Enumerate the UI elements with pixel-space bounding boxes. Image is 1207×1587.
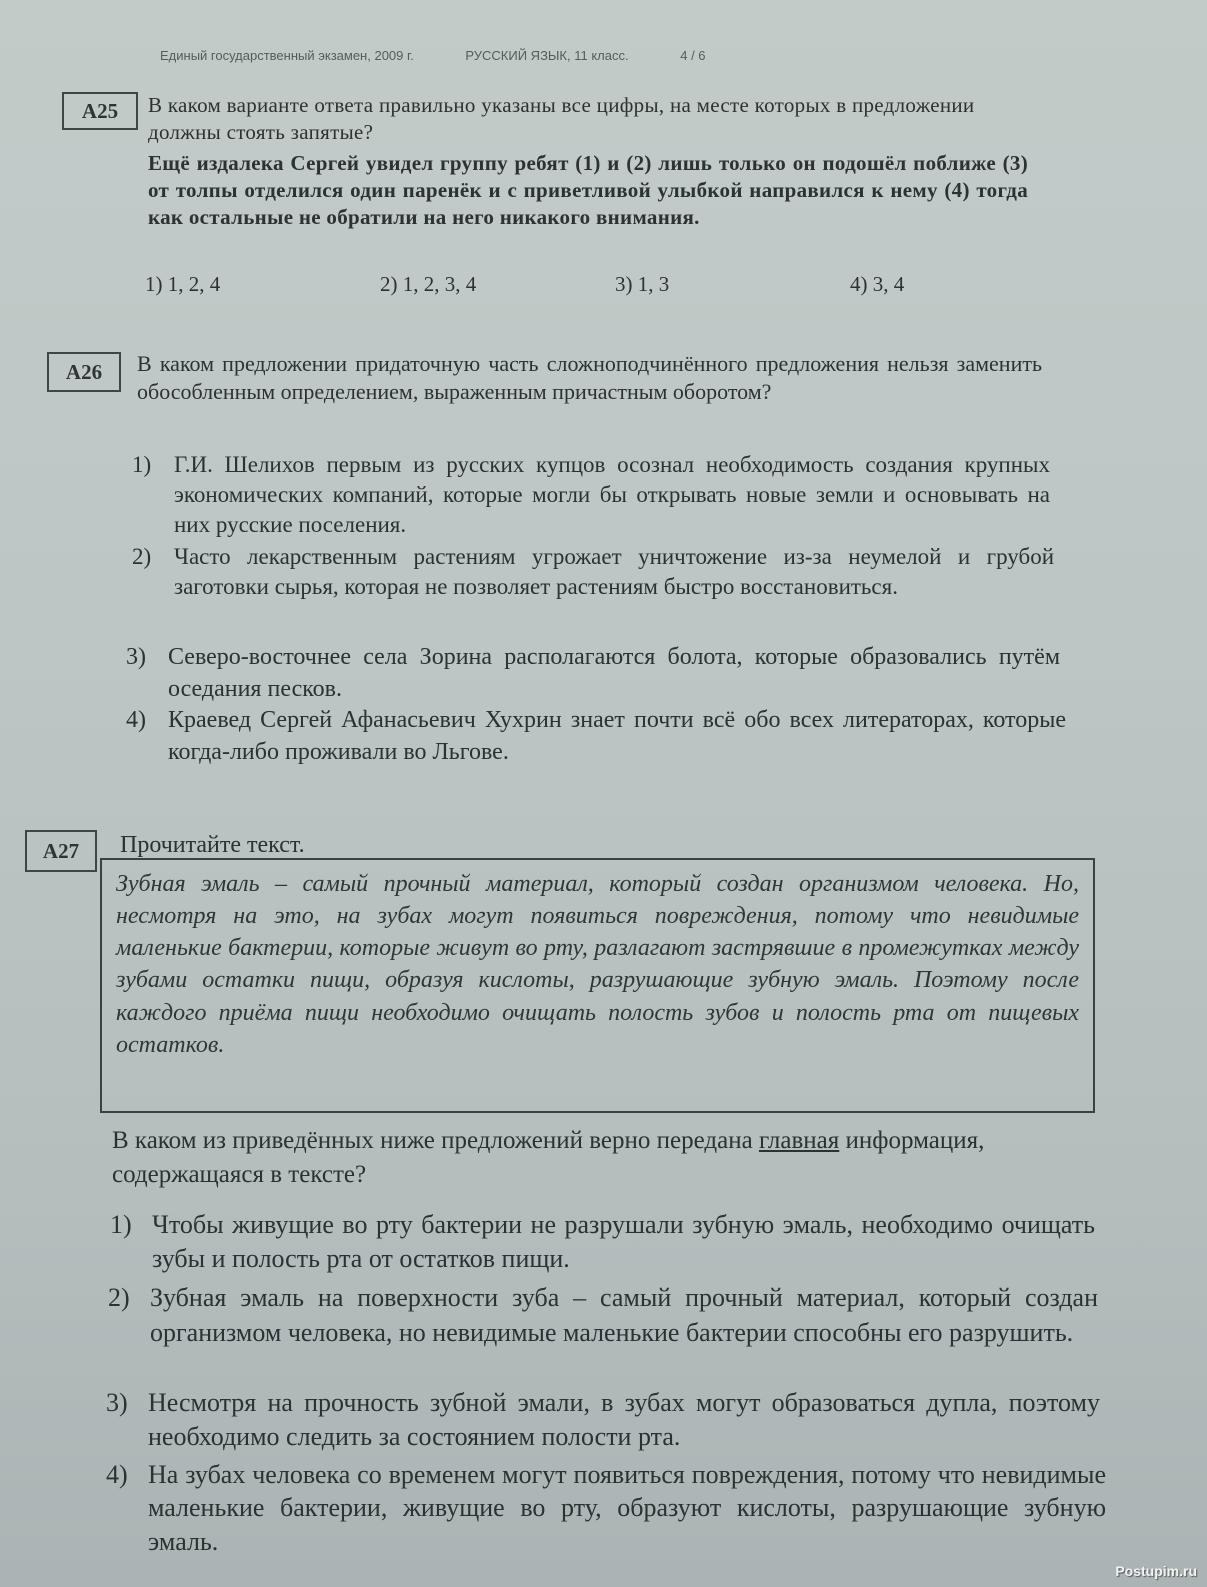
task-number-a25: A25 — [62, 92, 138, 130]
a25-answers — [145, 272, 1085, 297]
a25-answer-2: 2) 1, 2, 3, 4 — [380, 272, 477, 296]
a25-question — [148, 92, 1028, 230]
subject-title: РУССКИЙ ЯЗЫК, 11 класс. — [465, 48, 629, 63]
a25-question-text: В каком варианте ответа правильно указаны все цифры, на месте которых в предложении должны стоять запятые? — [148, 93, 975, 144]
a27-option-3-text: Несмотря на прочность зубной эмали, в зубах могут образоваться дупла, поэтому необходимо следить за состоянием полости рта. — [148, 1388, 1100, 1451]
a27-question-underlined: главная — [758, 1127, 840, 1154]
a25-answer-4: 4) 3, 4 — [850, 272, 905, 296]
a27-option-2-text: Зубная эмаль на поверхности зуба – самый прочный материал, который создан организмом человека, но невидимые маленькие бактерии способны его разрушить. — [150, 1283, 1098, 1348]
a27-option-4 — [106, 1458, 1106, 1558]
a27-option-3-number: 3) — [106, 1388, 128, 1417]
a27-option-4-text: На зубах человека со временем могут появиться повреждения, потому что невидимые маленькие бактерии, живущие во рту, образуют кислоты, разрушающие зубную эмаль. — [148, 1460, 1106, 1556]
a26-option-2 — [132, 542, 1054, 602]
a26-question: В каком предложении придаточную часть сложноподчинённого предложения нельзя заменить обособленным определением, выраженным причастным оборотом? — [137, 351, 1042, 405]
a26-option-4-number: 4) — [126, 707, 146, 733]
site-watermark: Postupim.ru — [1115, 1563, 1197, 1579]
task-number-a27: A27 — [25, 830, 97, 872]
task-number-a26: A26 — [47, 352, 121, 392]
a27-question-end: информация, содержащаяся в тексте? — [112, 1127, 985, 1188]
a26-option-3-text: Северо-восточнее села Зорина располагаются болота, которые образовались путём оседания песков. — [168, 644, 1060, 702]
a26-option-1-text: Г.И. Шелихов первым из русских купцов осознал необходимость создания крупных экономических компаний, которые могли бы открывать новые земли и основывать на них русские поселения. — [174, 452, 1050, 537]
a26-option-1-number: 1) — [132, 452, 152, 477]
a25-answer-3: 3) 1, 3 — [615, 272, 670, 296]
a26-option-2-text: Часто лекарственным растениям угрожает уничтожение из-за неумелой и грубой заготовки сырья, которая не позволяет растениям быстро восстановиться. — [174, 544, 1054, 599]
a25-sentence: Ещё издалека Сергей увидел группу ребят (1) и (2) лишь только он подошёл поближе (3) от толпы отделился один паренёк и с приветливой улыбкой направился к нему (4) тогда как остальные не обратили на него никакого внимания. — [148, 150, 1028, 229]
a25-answer-1: 1) 1, 2, 4 — [145, 272, 221, 296]
a27-intro: Прочитайте текст. — [120, 832, 305, 858]
a26-option-3 — [126, 642, 1060, 705]
a27-question — [112, 1124, 1090, 1192]
a26-option-4-text: Краевед Сергей Афанасьевич Хухрин знает почти всё обо всех литераторах, которые когда-либо проживали во Льгове. — [168, 707, 1066, 765]
page-number: 4 / 6 — [680, 48, 706, 63]
a27-option-3 — [106, 1386, 1100, 1454]
a26-option-1 — [132, 450, 1050, 540]
page-header — [160, 48, 754, 63]
a27-option-1-text: Чтобы живущие во рту бактерии не разрушали зубную эмаль, необходимо очищать зубы и полость рта от остатков пищи. — [152, 1210, 1095, 1274]
a27-option-4-number: 4) — [106, 1460, 128, 1489]
a26-option-4 — [126, 705, 1066, 768]
exam-title: Единый государственный экзамен, 2009 г. — [160, 48, 414, 63]
a27-option-2-number: 2) — [108, 1283, 130, 1312]
a26-option-2-number: 2) — [132, 544, 152, 569]
a27-option-1 — [110, 1208, 1095, 1277]
a27-option-2 — [108, 1280, 1098, 1350]
a27-reading-text: Зубная эмаль – самый прочный материал, который создан организмом человека. Но, несмотря на это, на зубах могут появиться повреждения, потому что невидимые маленькие бактерии, которые живут во рту, разлагают застрявшие в промежутках между зубами остатки пищи, образуя кислоты, разрушающие зубную эмаль. Поэтому после каждого приёма пищи необходимо очищать полость зубов и полость рта от пищевых остатков. — [100, 858, 1095, 1113]
a27-option-1-number: 1) — [110, 1210, 132, 1239]
a26-option-3-number: 3) — [126, 644, 146, 670]
a27-question-start: В каком из приведённых ниже предложений верно передана — [112, 1127, 753, 1154]
